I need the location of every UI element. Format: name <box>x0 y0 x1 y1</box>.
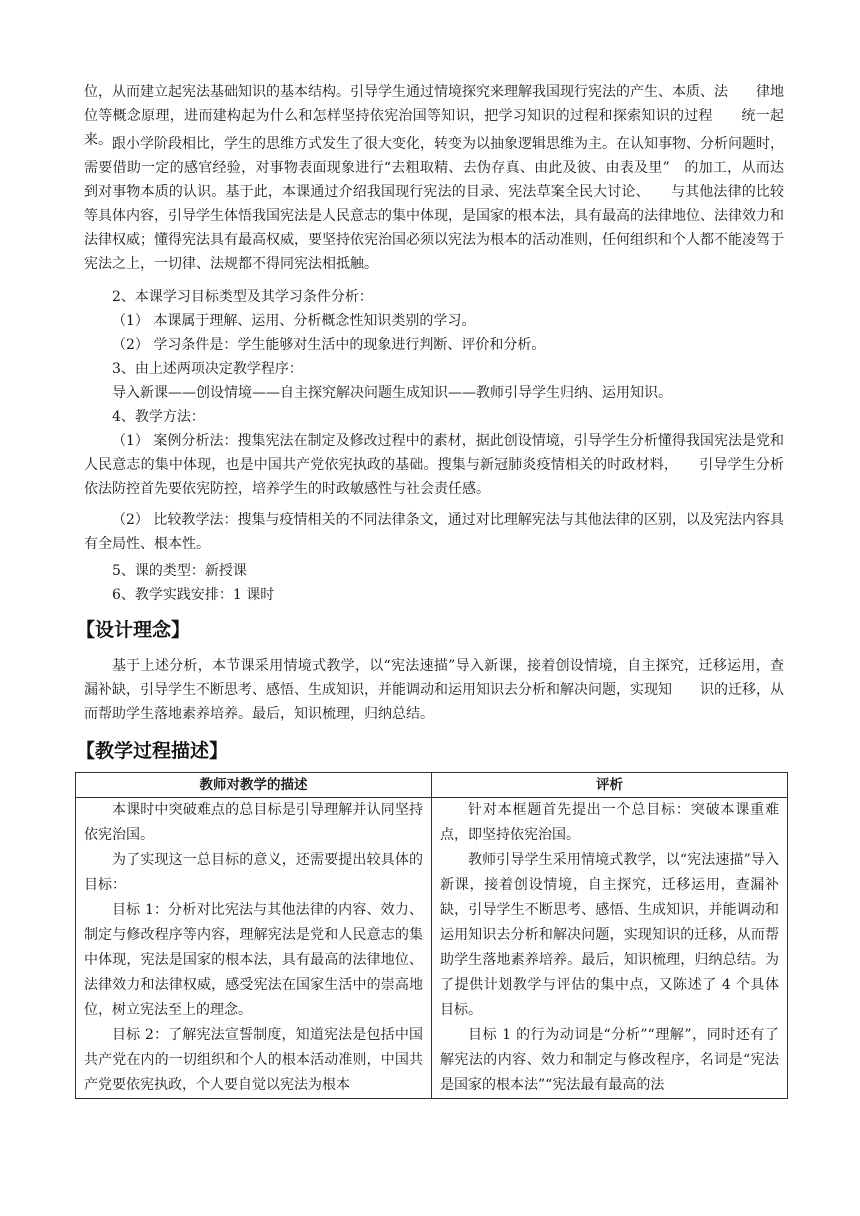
method-comparison: （2） 比较教学法：搜集与疫情相关的不同法律条文，通过对比理解宪法与其他法律的区别，以及宪法内容具有全局性、根本性。 <box>84 512 784 552</box>
teacher-paragraph: 为了实现这一总目标的意义，还需要提出较具体的目标： <box>84 852 423 893</box>
section-2-item-1: （1） 本课属于理解、运用、分析概念性知识类别的学习。 <box>112 313 476 329</box>
section-2-title: 2、本课学习目标类型及其学习条件分析： <box>112 289 373 305</box>
intro-paragraph-2: 跟小学阶段相比，学生的思维方式发生了很大变化，转变为以抽象逻辑思维为主。在认知事物、分析问题时，需要借助一定的感官经验，对事物表面现象进行“去粗取精、去伪存真、由此及彼、由表及里” 的加工，从而达到对事物本质的认识。基于此，本课通过介绍我国现行宪法的目录、宪法草案全民大讨论、 与其他法律的比较等具体内容，引导学生体悟我国宪法是人民意志的集中体现，是国家的根本法，具有最高的法律地位、法律效力和法律权威；懂得宪法具有最高权威，要坚持依宪治国必须以宪法为根本的活动准则，任何组织和个人都不能凌驾于宪法之上，一切律、法规都不得同宪法相抵触。 <box>84 136 784 272</box>
design-concept-heading: 【设计理念】 <box>76 619 191 641</box>
analysis-paragraph: 目标 1 的行为动词是“分析”“理解”，同时还有了解宪法的内容、效力和制定与修改程序，名词是“宪法是国家的根本法”“宪法最有最高的法 <box>440 1027 779 1093</box>
teacher-paragraph: 目标 1：分析对比宪法与其他法律的内容、效力、制定与修改程序等内容，理解宪法是党和人民意志的集中体现，宪法是国家的根本法，具有最高的法律地位、法律效力和法律权威，感受宪法在国家生活中的崇高地位，树立宪法至上的理念。 <box>84 902 423 1018</box>
analysis-cell <box>432 798 788 1099</box>
teacher-paragraph: 目标 2：了解宪法宣誓制度，知道宪法是包括中国共产党在内的一切组织和个人的根本活动准则，中国共产党要依宪执政，个人要自觉以宪法为根本 <box>84 1027 423 1093</box>
analysis-paragraph: 教师引导学生采用情境式教学，以“宪法速描”导入新课，接着创设情境，自主探究，迁移运用，查漏补缺，引导学生不断思考、感悟、生成知识，并能调动和运用知识去分析和解决问题，实现知识的迁移，从而帮助学生落地素养培养。最后，知识梳理，归纳总结。为了提供计划教学与评估的集中点，又陈述了 4 个具体目标。 <box>440 852 779 1018</box>
design-concept-text: 基于上述分析，本节课采用情境式教学，以“宪法速描”导入新课，接着创设情境，自主探究，迁移运用，查漏补缺，引导学生不断思考、感悟、生成知识，并能调动和运用知识去分析和解决问题，实现知 识的迁移，从而帮助学生落地素养培养。最后，知识梳理，归纳总结。 <box>84 658 784 722</box>
method-case-analysis: （1） 案例分析法：搜集宪法在制定及修改过程中的素材，据此创设情境，引导学生分析懂得我国宪法是党和人民意志的集中体现，也是中国共产党依宪执政的基础。搜集与新冠肺炎疫情相关的时政材料， 引导学生分析依法防控首先要依宪防控，培养学生的时政敏感性与社会责任感。 <box>84 433 784 497</box>
section-6-schedule: 6、教学实践安排：1 课时 <box>112 587 275 603</box>
intro-paragraph-1: 位，从而建立起宪法基础知识的基本结构。引导学生通过情境探究来理解我国现行宪法的产生、本质、法 律地位等概念原理，进而建构起为什么和怎样坚持依宪治国等知识，把学习知识的过程和探索知识的过程 统一起来。 <box>84 84 784 148</box>
table-row <box>76 798 788 1099</box>
teaching-procedure: 导入新课——创设情境——自主探究解决问题生成知识——教师引导学生归纳、运用知识。 <box>112 385 672 401</box>
section-3-title: 3、由上述两项决定教学程序： <box>112 361 303 377</box>
section-5-lesson-type: 5、课的类型：新授课 <box>112 563 247 579</box>
section-4-title: 4、教学方法： <box>112 409 205 425</box>
analysis-paragraph: 针对本框题首先提出一个总目标：突破本课重难点，即坚持依宪治国。 <box>440 802 779 843</box>
column-header-teacher: 教师对教学的描述 <box>76 773 432 798</box>
column-header-analysis: 评析 <box>432 773 788 798</box>
process-heading: 【教学过程描述】 <box>76 740 229 762</box>
section-2-item-2: （2） 学习条件是：学生能够对生活中的现象进行判断、评价和分析。 <box>112 337 546 353</box>
teacher-description-cell <box>76 798 432 1099</box>
teacher-paragraph: 本课时中突破难点的总目标是引导理解并认同坚持依宪治国。 <box>84 802 423 843</box>
table-header-row <box>76 773 788 798</box>
process-table <box>75 772 788 1099</box>
